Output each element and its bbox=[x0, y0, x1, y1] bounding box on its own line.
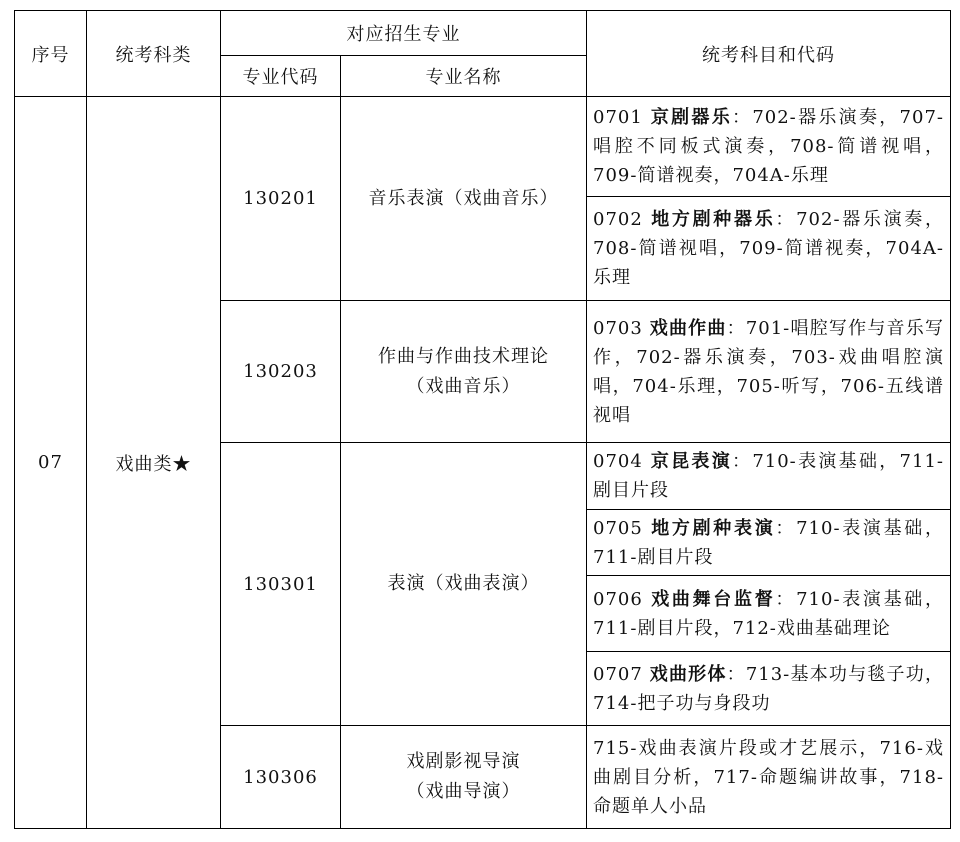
major-name bbox=[341, 97, 587, 301]
major-name-line: 戏剧影视导演 bbox=[406, 751, 521, 772]
row-category: 戏曲类★ bbox=[87, 97, 221, 829]
subject-code: 0703 bbox=[593, 317, 643, 339]
major-name-line: 作曲与作曲技术理论 bbox=[378, 345, 549, 367]
subject-name: 京昆表演 bbox=[650, 451, 733, 472]
header-major-code: 专业代码 bbox=[221, 56, 341, 97]
major-name-line: 表演（戏曲表演） bbox=[387, 573, 540, 594]
major-name bbox=[341, 443, 587, 726]
subject-detail: ：710-表演基础，711-剧目片段 bbox=[593, 451, 944, 501]
major-name-line: （戏曲导演） bbox=[406, 781, 521, 802]
subject-code: 0706 bbox=[593, 588, 643, 610]
subject-detail: ：710-表演基础，711-剧目片段，712-戏曲基础理论 bbox=[593, 588, 944, 639]
subject-detail: ：710-表演基础，711-剧目片段 bbox=[593, 517, 944, 568]
exam-subject-table bbox=[14, 10, 951, 829]
subject-name: 戏曲作曲 bbox=[649, 317, 727, 339]
major-name-line: 音乐表演（戏曲音乐） bbox=[368, 187, 559, 209]
subject-detail: ：702-器乐演奏，707-唱腔不同板式演奏，708-简谱视唱，709-简谱视奏，704A-乐理 bbox=[593, 107, 944, 186]
subject-cell bbox=[587, 443, 951, 510]
subject-cell bbox=[587, 726, 951, 829]
subject-detail: 715-戏曲表演片段或才艺展示，716-戏曲剧目分析，717-命题编讲故事，718-命题单人小品 bbox=[593, 737, 944, 817]
major-name bbox=[341, 301, 587, 443]
subject-code: 0707 bbox=[593, 663, 643, 685]
major-code: 130306 bbox=[221, 726, 341, 829]
subject-name: 地方剧种器乐 bbox=[651, 209, 776, 230]
major-code: 130201 bbox=[221, 97, 341, 301]
major-code: 130301 bbox=[221, 443, 341, 726]
subject-cell bbox=[587, 652, 951, 726]
subject-name: 戏曲舞台监督 bbox=[651, 588, 776, 610]
subject-name: 京剧器乐 bbox=[650, 107, 733, 128]
subject-code: 0702 bbox=[593, 209, 643, 230]
header-index: 序号 bbox=[15, 11, 87, 97]
subject-detail: ：713-基本功与毯子功，714-把子功与身段功 bbox=[593, 663, 944, 714]
subject-cell bbox=[587, 576, 951, 652]
subject-name: 地方剧种表演 bbox=[651, 517, 776, 539]
header-major-name: 专业名称 bbox=[341, 56, 587, 97]
header-major-group: 对应招生专业 bbox=[221, 11, 587, 56]
row-index: 07 bbox=[15, 97, 87, 829]
subject-cell bbox=[587, 301, 951, 443]
subject-detail: ：702-器乐演奏，708-简谱视唱，709-简谱视奏，704A-乐理 bbox=[593, 209, 944, 288]
header-subjects: 统考科目和代码 bbox=[587, 11, 951, 97]
subject-name: 戏曲形体 bbox=[649, 663, 727, 685]
subject-code: 0704 bbox=[593, 451, 643, 472]
major-name-line: （戏曲音乐） bbox=[406, 375, 521, 397]
subject-code: 0705 bbox=[593, 517, 643, 539]
header-category: 统考科类 bbox=[87, 11, 221, 97]
subject-detail: ：701-唱腔写作与音乐写作，702-器乐演奏，703-戏曲唱腔演唱，704-乐理，705-听写，706-五线谱视唱 bbox=[593, 317, 944, 426]
subject-cell bbox=[587, 97, 951, 197]
subject-cell bbox=[587, 197, 951, 301]
subject-cell bbox=[587, 510, 951, 576]
major-name bbox=[341, 726, 587, 829]
subject-code: 0701 bbox=[593, 107, 643, 128]
major-code: 130203 bbox=[221, 301, 341, 443]
